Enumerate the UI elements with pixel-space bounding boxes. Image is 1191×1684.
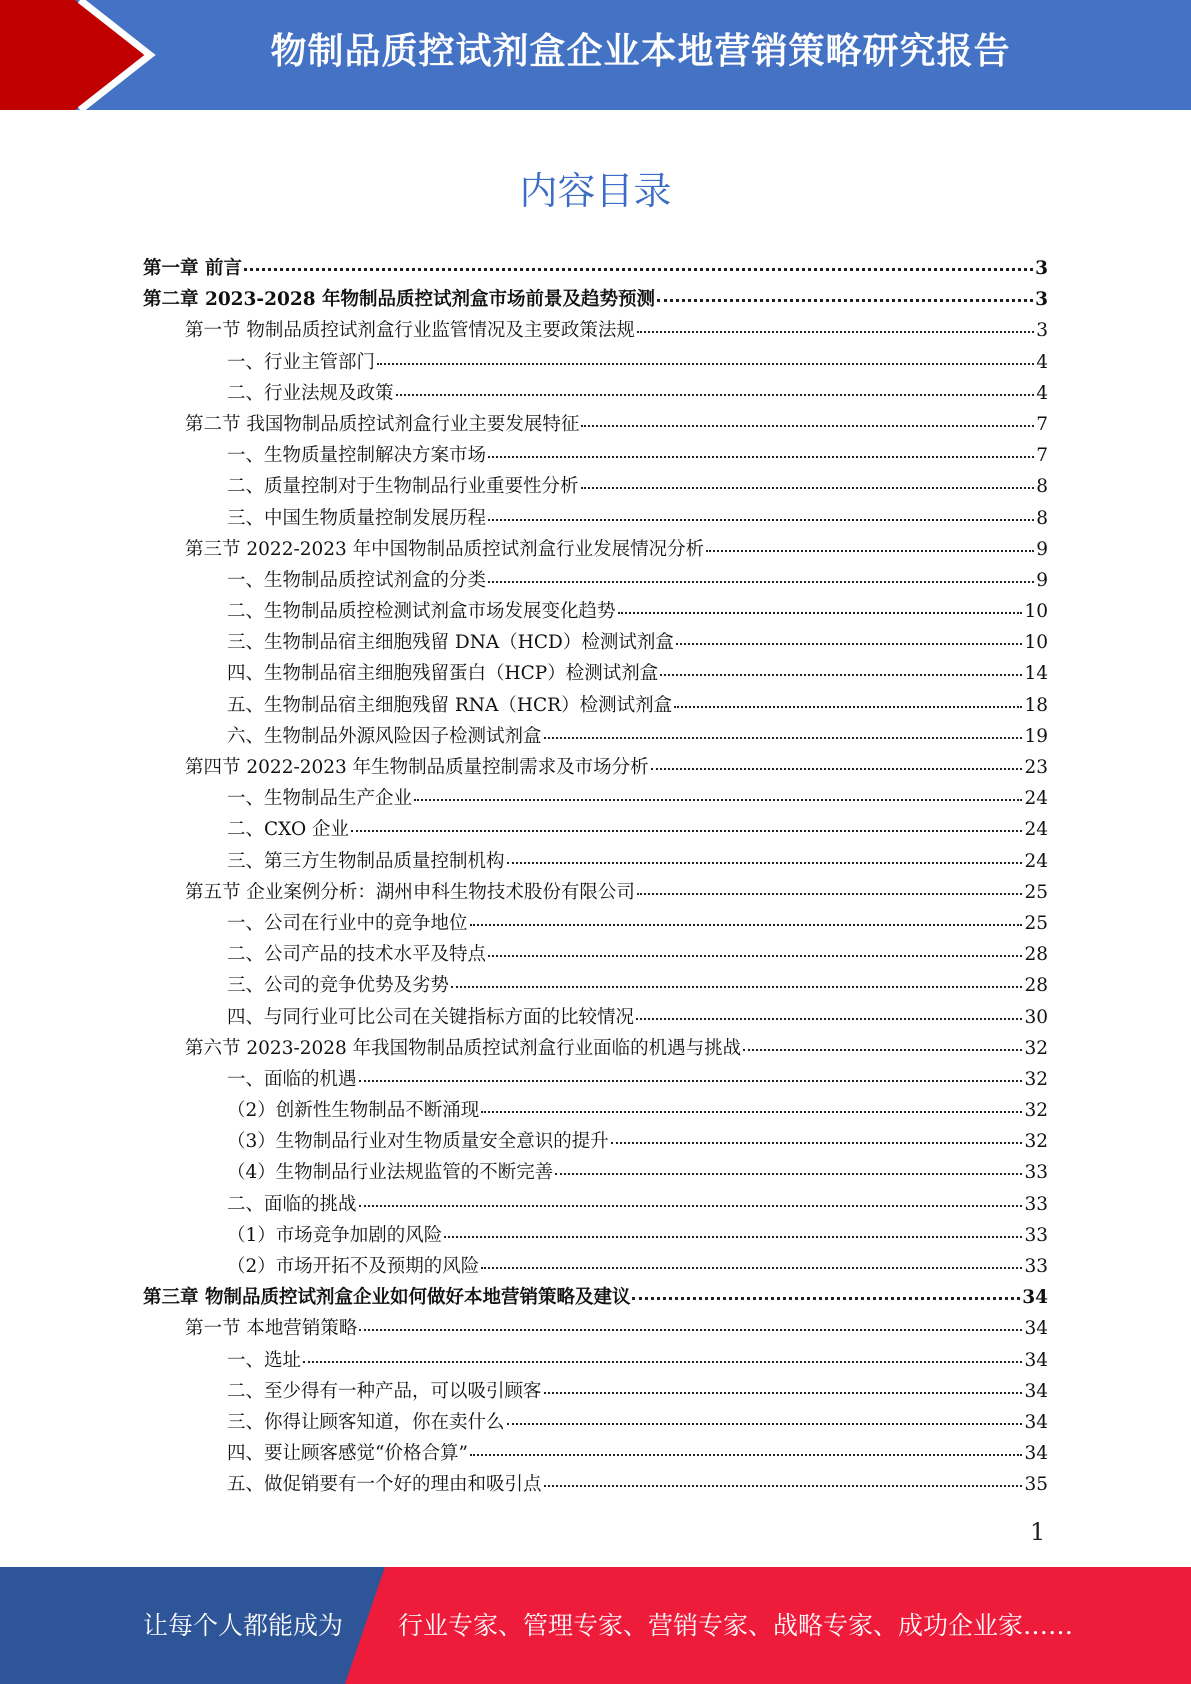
toc-entry-title: 二、面临的挑战 <box>227 1193 357 1215</box>
toc-entry-title: 第五节 企业案例分析：湖州申科生物技术股份有限公司 <box>185 881 635 903</box>
toc-leader-dots <box>743 1049 1022 1051</box>
toc-leader-dots <box>544 1485 1023 1487</box>
toc-entry-page: 34 <box>1024 1380 1048 1402</box>
toc-entry-page: 24 <box>1024 788 1048 810</box>
toc-entry[interactable] <box>143 254 1048 285</box>
toc-leader-dots <box>657 299 1033 302</box>
toc-leader-dots <box>244 268 1033 271</box>
toc-entry[interactable] <box>143 971 1048 1002</box>
toc-entry[interactable] <box>143 940 1048 971</box>
toc-entry-title: 四、要让顾客感觉“价格合算” <box>227 1443 468 1465</box>
toc-entry-title: 三、你得让顾客知道，你在卖什么 <box>227 1411 505 1433</box>
toc-entry[interactable] <box>143 597 1048 628</box>
toc-entry[interactable] <box>143 784 1048 815</box>
toc-entry[interactable] <box>143 316 1048 347</box>
toc-entry-page: 3 <box>1035 289 1048 311</box>
toc-entry-page: 34 <box>1024 1349 1048 1371</box>
toc-leader-dots <box>481 1267 1022 1269</box>
toc-entry-title: 三、中国生物质量控制发展历程 <box>227 507 487 529</box>
toc-entry-title: （3）生物制品行业对生物质量安全意识的提升 <box>227 1131 609 1153</box>
toc-entry-title: 一、公司在行业中的竞争地位 <box>227 912 468 934</box>
toc-entry-page: 35 <box>1024 1474 1048 1496</box>
toc-leader-dots <box>488 519 1034 521</box>
toc-entry-page: 28 <box>1024 944 1048 966</box>
toc-entry-title: （2）市场开拓不及预期的风险 <box>227 1256 480 1277</box>
toc-entry[interactable] <box>143 1283 1048 1314</box>
toc-leader-dots <box>674 706 1022 708</box>
toc-entry-title: 三、生物制品宿主细胞残留 DNA（HCD）检测试剂盒 <box>227 632 674 654</box>
toc-entry-page: 28 <box>1024 975 1048 997</box>
toc-leader-dots <box>377 363 1034 365</box>
toc-entry-page: 7 <box>1036 445 1048 467</box>
toc-entry-page: 3 <box>1035 258 1048 279</box>
toc-entry-page: 34 <box>1024 1318 1048 1340</box>
toc-entry-title: 第二节 我国物制品质控试剂盒行业主要发展特征 <box>185 413 580 435</box>
toc-entry-title: 一、选址 <box>227 1349 302 1371</box>
toc-entry-page: 33 <box>1024 1193 1048 1215</box>
toc-entry[interactable] <box>143 1221 1048 1252</box>
toc-leader-dots <box>544 1392 1023 1394</box>
toc-leader-dots <box>351 830 1022 832</box>
toc-leader-dots <box>706 550 1034 552</box>
toc-entry[interactable] <box>143 504 1048 535</box>
toc-leader-dots <box>396 394 1035 396</box>
toc-entry-page: 9 <box>1036 538 1048 560</box>
toc-leader-dots <box>359 1080 1023 1082</box>
toc-entry-page: 32 <box>1024 1131 1048 1153</box>
toc-entry[interactable] <box>143 753 1048 784</box>
toc-entry-title: 第四节 2022-2023 年生物制品质量控制需求及市场分析 <box>185 757 649 778</box>
toc-entry-page: 4 <box>1036 351 1048 373</box>
toc-entry[interactable] <box>143 1377 1048 1408</box>
toc-leader-dots <box>507 862 1023 864</box>
toc-entry-page: 18 <box>1024 694 1048 716</box>
toc-entry[interactable] <box>143 535 1048 566</box>
toc-entry[interactable] <box>143 1158 1048 1189</box>
toc-entry-page: 33 <box>1024 1224 1048 1246</box>
toc-entry[interactable] <box>143 410 1048 441</box>
toc-leader-dots <box>359 1329 1022 1331</box>
toc-entry-title: （4）生物制品行业法规监管的不断完善 <box>227 1162 554 1184</box>
toc-entry[interactable] <box>143 348 1048 379</box>
toc-entry-page: 10 <box>1024 601 1048 623</box>
toc-leader-dots <box>414 799 1022 801</box>
toc-leader-dots <box>581 425 1034 427</box>
toc-leader-dots <box>651 768 1023 770</box>
toc-entry-title: 第一节 物制品质控试剂盒行业监管情况及主要政策法规 <box>185 320 635 342</box>
toc-entry[interactable] <box>143 566 1048 597</box>
toc-entry[interactable] <box>143 1346 1048 1377</box>
toc-entry-page: 3 <box>1036 320 1048 342</box>
toc-entry-page: 33 <box>1024 1162 1048 1184</box>
toc-leader-dots <box>451 986 1022 988</box>
toc-title: 内容目录 <box>519 169 672 213</box>
toc-entry-title: 第六节 2023-2028 年我国物制品质控试剂盒行业面临的机遇与挑战 <box>185 1037 742 1059</box>
toc-entry[interactable] <box>143 379 1048 410</box>
toc-leader-dots <box>481 1111 1022 1113</box>
toc-leader-dots <box>488 955 1022 957</box>
toc-entry-page: 32 <box>1024 1100 1048 1122</box>
toc-entry-page: 8 <box>1036 476 1048 498</box>
toc-entry[interactable] <box>143 1034 1048 1065</box>
toc-entry-title: 第一节 本地营销策略 <box>185 1318 358 1340</box>
toc-entry-title: 三、公司的竞争优势及劣势 <box>227 975 450 997</box>
toc-entry[interactable] <box>143 722 1048 753</box>
toc-entry[interactable] <box>143 1003 1048 1034</box>
toc-entry-title: 一、生物制品质控试剂盒的分类 <box>227 569 487 591</box>
toc-leader-dots <box>637 893 1023 895</box>
toc-entry[interactable] <box>143 878 1048 909</box>
toc-entry-title: 五、做促销要有一个好的理由和吸引点 <box>227 1474 542 1496</box>
toc-entry-title: 二、行业法规及政策 <box>227 382 394 404</box>
toc-entry[interactable] <box>143 1470 1048 1501</box>
toc-entry[interactable] <box>143 1190 1048 1221</box>
footer-banner <box>0 1567 1191 1684</box>
toc-entry[interactable] <box>143 441 1048 472</box>
toc-entry-page: 14 <box>1024 663 1048 685</box>
toc-entry-page: 25 <box>1024 912 1048 934</box>
toc-entry[interactable] <box>143 847 1048 878</box>
toc-entry-page: 10 <box>1024 632 1048 654</box>
toc-entry[interactable] <box>143 1252 1048 1283</box>
toc-entry[interactable] <box>143 691 1048 722</box>
toc-entry-page: 34 <box>1022 1287 1048 1309</box>
toc-entry-title: （1）市场竞争加剧的风险 <box>227 1224 443 1246</box>
toc-leader-dots <box>488 581 1034 583</box>
toc-entry-title: 二、至少得有一种产品，可以吸引顾客 <box>227 1380 542 1402</box>
toc-entry[interactable] <box>143 1065 1048 1096</box>
toc-entry[interactable] <box>143 1408 1048 1439</box>
toc-leader-dots <box>507 1423 1023 1425</box>
toc-entry-title: 四、生物制品宿主细胞残留蛋白（HCP）检测试剂盒 <box>227 663 659 685</box>
header-banner <box>0 0 1191 110</box>
toc-entry[interactable] <box>143 815 1048 846</box>
toc-entry-page: 4 <box>1036 382 1048 404</box>
toc-entry-page: 7 <box>1036 413 1048 435</box>
page-number: 1 <box>1030 1518 1046 1546</box>
toc-entry-page: 24 <box>1024 850 1048 872</box>
toc-entry[interactable] <box>143 909 1048 940</box>
toc-leader-dots <box>470 1454 1023 1456</box>
toc-entry-page: 25 <box>1024 881 1048 903</box>
toc-entry[interactable] <box>143 659 1048 690</box>
toc-entry-title: 二、质量控制对于生物制品行业重要性分析 <box>227 476 579 498</box>
toc-leader-dots <box>618 612 1023 614</box>
toc-leader-dots <box>555 1173 1022 1175</box>
toc-entry-title: 第三节 2022-2023 年中国物制品质控试剂盒行业发展情况分析 <box>185 538 705 560</box>
toc-entry[interactable] <box>143 285 1048 316</box>
toc-entry-page: 9 <box>1036 569 1048 591</box>
toc-entry[interactable] <box>143 472 1048 503</box>
toc-leader-dots <box>544 737 1023 739</box>
toc-leader-dots <box>444 1236 1022 1238</box>
toc-entry-page: 32 <box>1024 1037 1048 1059</box>
toc-entry[interactable] <box>143 628 1048 659</box>
report-title: 物制品质控试剂盒企业本地营销策略研究报告 <box>270 31 1011 72</box>
toc-entry-title: 第二章 2023-2028 年物制品质控试剂盒市场前景及趋势预测 <box>143 289 656 311</box>
footer-slogan-left: 让每个人都能成为 <box>143 1611 344 1640</box>
toc-leader-dots <box>636 1018 1022 1020</box>
toc-entry-page: 34 <box>1024 1443 1048 1465</box>
toc-entry-title: 二、CXO 企业 <box>227 819 350 841</box>
toc-leader-dots <box>488 456 1034 458</box>
toc-leader-dots <box>632 1297 1020 1300</box>
toc-entry-title: （2）创新性生物制品不断涌现 <box>227 1100 480 1122</box>
toc-entry-page: 19 <box>1024 725 1048 747</box>
toc-leader-dots <box>637 331 1034 333</box>
toc-entry-title: 一、生物制品生产企业 <box>227 788 413 810</box>
toc-entry-page: 23 <box>1024 757 1048 778</box>
toc-leader-dots <box>611 1142 1023 1144</box>
toc-entry-title: 一、行业主管部门 <box>227 351 376 373</box>
footer-slogan-right: 行业专家、管理专家、营销专家、战略专家、成功企业家…… <box>398 1611 1074 1640</box>
toc-entry-page: 30 <box>1024 1006 1048 1028</box>
toc-entry-title: 二、生物制品质控检测试剂盒市场发展变化趋势 <box>227 601 616 623</box>
toc-leader-dots <box>676 643 1023 645</box>
toc-entry-title: 六、生物制品外源风险因子检测试剂盒 <box>227 725 542 747</box>
toc-entry-page: 24 <box>1024 819 1048 841</box>
toc-entry[interactable] <box>143 1127 1048 1158</box>
toc-leader-dots <box>581 487 1035 489</box>
toc-entry-title: 三、第三方生物制品质量控制机构 <box>227 850 505 872</box>
toc-leader-dots <box>359 1205 1023 1207</box>
toc-entry-title: 四、与同行业可比公司在关键指标方面的比较情况 <box>227 1006 635 1028</box>
toc-entry-title: 一、生物质量控制解决方案市场 <box>227 445 487 467</box>
toc-entry-page: 32 <box>1024 1068 1048 1090</box>
toc-entry-page: 8 <box>1036 507 1048 529</box>
toc-entry-page: 33 <box>1024 1256 1048 1277</box>
toc-leader-dots <box>660 674 1022 676</box>
toc-entry-title: 五、生物制品宿主细胞残留 RNA（HCR）检测试剂盒 <box>227 694 673 716</box>
toc-entry-title: 一、面临的机遇 <box>227 1068 357 1090</box>
table-of-contents <box>143 254 1048 1502</box>
toc-leader-dots <box>303 1361 1022 1363</box>
toc-entry-title: 第三章 物制品质控试剂盒企业如何做好本地营销策略及建议 <box>143 1287 631 1309</box>
toc-entry-title: 第一章 前言 <box>143 258 242 279</box>
toc-entry-page: 34 <box>1024 1411 1048 1433</box>
toc-entry-title: 二、公司产品的技术水平及特点 <box>227 944 487 966</box>
toc-entry[interactable] <box>143 1314 1048 1345</box>
toc-leader-dots <box>470 924 1023 926</box>
toc-entry[interactable] <box>143 1439 1048 1470</box>
toc-entry[interactable] <box>143 1096 1048 1127</box>
